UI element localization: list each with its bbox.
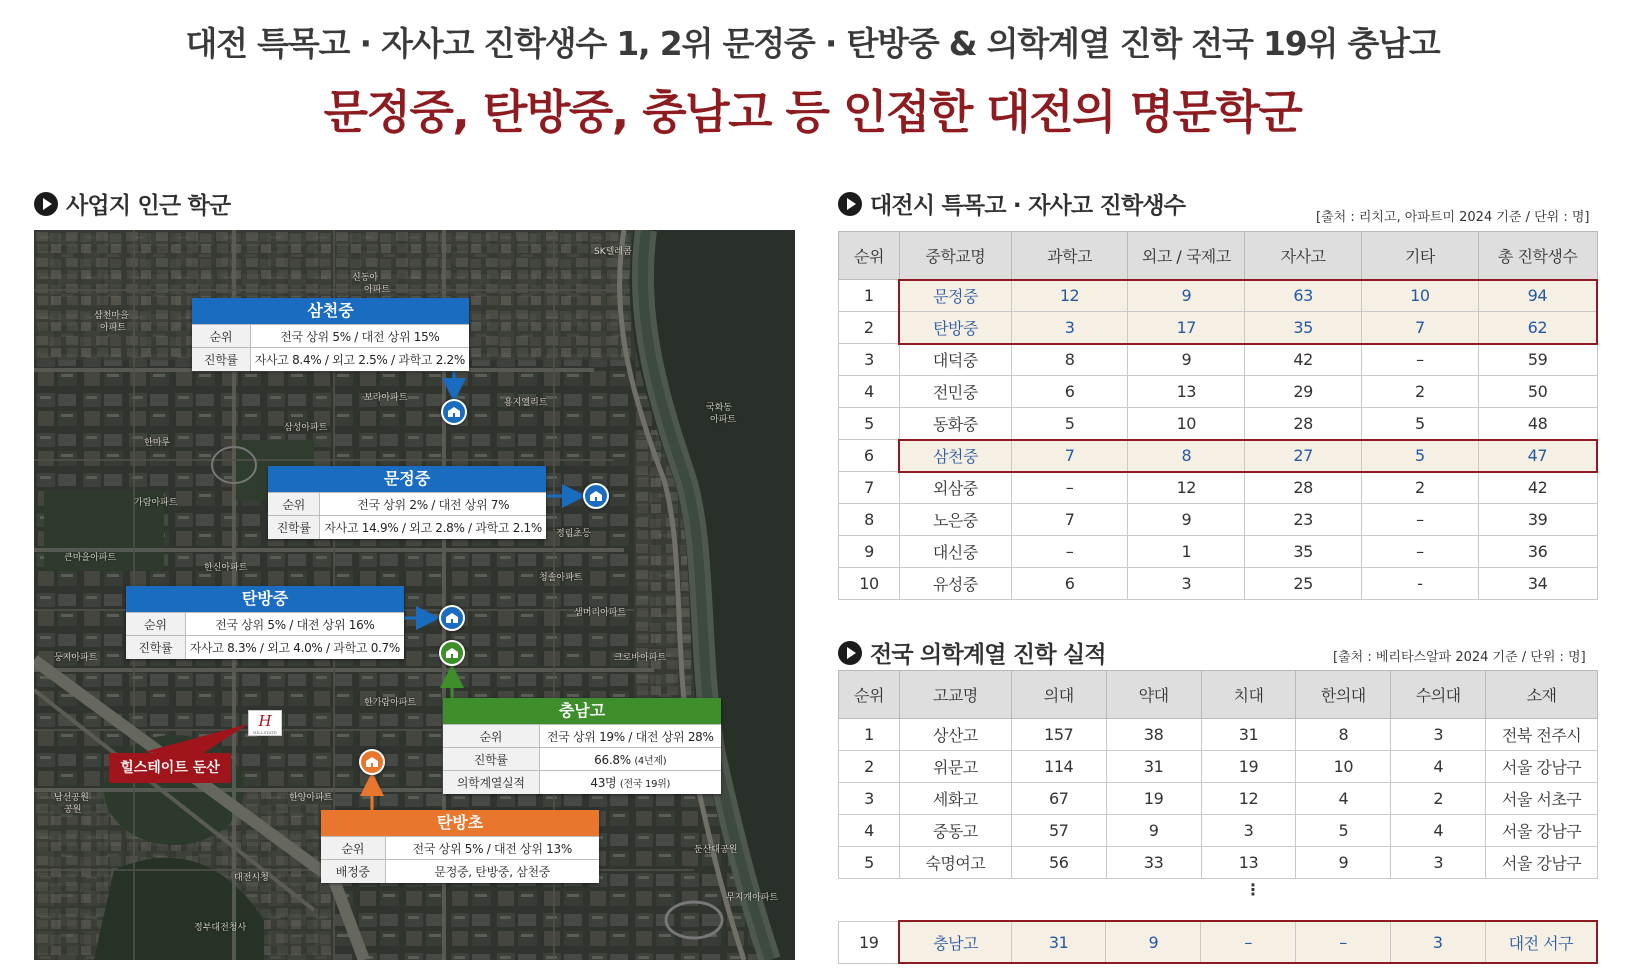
map-label: SK텔레콤 (594, 247, 632, 257)
map-label: 큰마을아파트 (64, 553, 117, 563)
table-cell: 2 (1361, 472, 1478, 504)
table-cell: 42 (1245, 344, 1362, 376)
table-cell: 유성중 (899, 568, 1011, 600)
table2-header: 고교명 (899, 671, 1011, 719)
table-cell: 25 (1245, 568, 1362, 600)
table-cell: 대덕중 (899, 344, 1011, 376)
table-cell: 3 (1011, 312, 1128, 344)
table-cell: 3 (1391, 719, 1486, 751)
card-title: 문정중 (268, 466, 546, 492)
table-cell: 19 (1201, 751, 1296, 783)
table-cell: 13 (1128, 376, 1245, 408)
school-pin-chungnam[interactable] (439, 640, 465, 666)
card-title: 탄방중 (126, 586, 404, 612)
table-cell: 10 (1361, 280, 1478, 312)
table-cell: 세화고 (899, 783, 1011, 815)
map-section-title (34, 187, 230, 220)
card-key: 배정중 (321, 860, 385, 883)
table-cell: 12 (1128, 472, 1245, 504)
table-cell: 2 (1391, 783, 1486, 815)
card-value: 자사고 8.3% / 외고 4.0% / 과학고 0.7% (185, 636, 404, 659)
table2-header: 한의대 (1296, 671, 1391, 719)
map-section-title-text: 사업지 인근 학군 (66, 193, 231, 219)
table-cell: 5 (1361, 440, 1478, 472)
map-label: 아파트 (100, 323, 127, 333)
table-cell: 3 (1391, 847, 1486, 879)
table-row (839, 280, 1598, 312)
table2-header: 순위 (839, 671, 900, 719)
map-label: 정부대전청사 (194, 923, 247, 933)
table-cell: 8 (1128, 440, 1245, 472)
table-cell: 동화중 (899, 408, 1011, 440)
table-cell: 9 (1128, 344, 1245, 376)
table1-body (839, 280, 1598, 600)
card-value: 43명 (전국 19위) (539, 771, 721, 794)
table-cell: 12 (1201, 783, 1296, 815)
card-value: 전국 상위 5% / 대전 상위 15% (250, 325, 469, 348)
table-row (839, 504, 1598, 536)
table-cell: 27 (1245, 440, 1362, 472)
table-cell: 4 (1296, 783, 1391, 815)
table-cell: 충남고 (899, 921, 1011, 963)
table-cell: 3 (1128, 568, 1245, 600)
table-cell: 숙명여고 (899, 847, 1011, 879)
table-cell: 31 (1201, 719, 1296, 751)
table-cell: 29 (1245, 376, 1362, 408)
table-cell: 9 (1296, 847, 1391, 879)
table2-header: 의대 (1011, 671, 1106, 719)
headline-top: 대전 특목고 · 자사고 진학생수 1, 2위 문정중 · 탄방중 & 의학계열 진학 전국 19위 충남고 (185, 24, 1440, 63)
table-row (839, 921, 1598, 963)
table-cell: 36 (1478, 536, 1597, 568)
table-cell: – (1011, 472, 1128, 504)
table-cell: 2 (839, 312, 900, 344)
table-cell: 4 (839, 376, 900, 408)
map-label: 삼천마을 (94, 311, 129, 321)
school-icon (445, 646, 459, 660)
table1-source: [출처 : 리치고, 아파트미 2024 기준 / 단위 : 명] (1316, 210, 1590, 225)
map-label: 공원 (64, 805, 82, 815)
table1-title (838, 187, 1185, 220)
table-cell: 노은중 (899, 504, 1011, 536)
table-cell: 1 (839, 280, 900, 312)
school-card-samcheon (192, 298, 469, 371)
table-cell: 2 (1361, 376, 1478, 408)
card-key: 진학률 (268, 516, 320, 539)
table-row (839, 312, 1598, 344)
table-cell: 4 (1391, 751, 1486, 783)
table-row (839, 568, 1598, 600)
table-cell: 47 (1478, 440, 1597, 472)
table1-title-text: 대전시 특목고 · 자사고 진학생수 (870, 193, 1186, 219)
map-label: 국화동 (706, 403, 733, 413)
table-cell: 대전 서구 (1485, 921, 1597, 963)
school-pin-tanbangcho[interactable] (359, 749, 385, 775)
card-value: 전국 상위 5% / 대전 상위 13% (385, 837, 599, 860)
map-label: 아파트 (364, 285, 391, 295)
table-cell: 28 (1245, 408, 1362, 440)
table-cell: 31 (1106, 751, 1201, 783)
table-cell: 3 (839, 344, 900, 376)
table-cell: – (1361, 344, 1478, 376)
table-row (839, 376, 1598, 408)
hillstate-logo: H HILLSTATE (248, 710, 282, 736)
special-school-table (838, 231, 1598, 600)
aerial-map[interactable] (34, 230, 795, 960)
table1-header: 기타 (1361, 232, 1478, 280)
table-cell: 5 (1361, 408, 1478, 440)
table1-header: 과학고 (1011, 232, 1128, 280)
table-cell: 문정중 (899, 280, 1011, 312)
table-cell: 서울 강남구 (1486, 751, 1598, 783)
table-cell: 전북 전주시 (1486, 719, 1598, 751)
table-cell: 10 (839, 568, 900, 600)
table-cell: 94 (1478, 280, 1597, 312)
school-card-tanbang (126, 586, 404, 659)
table-cell: 6 (839, 440, 900, 472)
school-card-chungnam (443, 698, 721, 794)
table-row (839, 344, 1598, 376)
map-label: 청솔아파트 (539, 573, 583, 583)
table-cell: – (1296, 921, 1391, 963)
map-label: 한양아파트 (289, 793, 333, 803)
site-label[interactable]: 힐스테이트 둔산 (109, 753, 231, 783)
table-cell: 33 (1106, 847, 1201, 879)
table2-header: 소재 (1486, 671, 1598, 719)
table1-header: 중학교명 (899, 232, 1011, 280)
table-cell: 59 (1478, 344, 1597, 376)
card-key: 의학계열실적 (443, 771, 539, 794)
map-label: 아파트 (710, 415, 737, 425)
card-value: 자사고 8.4% / 외고 2.5% / 과학고 2.2% (250, 348, 469, 371)
school-card-munjeong (268, 466, 546, 539)
card-key: 순위 (192, 325, 250, 348)
table2-ellipsis: ⋮ (1245, 880, 1261, 899)
school-icon (365, 755, 379, 769)
map-label: 무지개아파트 (726, 893, 779, 903)
table1-header: 순위 (839, 232, 900, 280)
table1-header: 자사고 (1245, 232, 1362, 280)
table-cell: 외삼중 (899, 472, 1011, 504)
table-cell: 31 (1011, 921, 1106, 963)
play-circle-icon (838, 641, 862, 665)
table-cell: 3 (1390, 921, 1485, 963)
table-cell: 57 (1011, 815, 1106, 847)
table-cell: 38 (1106, 719, 1201, 751)
table-cell: 12 (1011, 280, 1128, 312)
table-cell: 42 (1478, 472, 1597, 504)
table2-header: 약대 (1106, 671, 1201, 719)
table-row (839, 440, 1598, 472)
table-cell: 50 (1478, 376, 1597, 408)
table-cell: 35 (1245, 312, 1362, 344)
table-cell: 9 (1106, 921, 1201, 963)
table-cell: 48 (1478, 408, 1597, 440)
card-title: 충남고 (443, 698, 721, 724)
map-label: 신동아 (352, 273, 379, 283)
map-label: 삼성아파트 (284, 423, 328, 433)
table-cell: 5 (839, 408, 900, 440)
table-cell: 6 (1011, 376, 1128, 408)
map-label: 한신아파트 (204, 563, 248, 573)
table-cell: 35 (1245, 536, 1362, 568)
school-pin-tanbang[interactable] (439, 605, 465, 631)
table2-title-text: 전국 의학계열 진학 실적 (870, 642, 1106, 668)
table-cell: 6 (1011, 568, 1128, 600)
table-cell: 7 (1011, 504, 1128, 536)
table-cell: 9 (839, 536, 900, 568)
table-cell: 탄방중 (899, 312, 1011, 344)
table-cell: 9 (1128, 504, 1245, 536)
map-label: 용지엘리트 (504, 398, 548, 408)
table-cell: 39 (1478, 504, 1597, 536)
table-cell: 1 (1128, 536, 1245, 568)
table-cell: – (1201, 921, 1296, 963)
map-label: 가람아파트 (134, 498, 178, 508)
table-cell: 2 (839, 751, 900, 783)
card-value: 문정중, 탄방중, 삼천중 (385, 860, 599, 883)
table-cell: 19 (1106, 783, 1201, 815)
table-cell: 7 (1361, 312, 1478, 344)
table-cell: – (1361, 536, 1478, 568)
table-cell: 대신중 (899, 536, 1011, 568)
table-cell: 7 (839, 472, 900, 504)
card-value: 전국 상위 5% / 대전 상위 16% (185, 613, 404, 636)
card-value: 전국 상위 2% / 대전 상위 7% (320, 493, 546, 516)
card-key: 진학률 (443, 748, 539, 771)
table2-header: 수의대 (1391, 671, 1486, 719)
table-cell: 157 (1011, 719, 1106, 751)
table2-title (838, 636, 1106, 669)
table-cell: 5 (1011, 408, 1128, 440)
table-cell: 8 (839, 504, 900, 536)
table-cell: 3 (1201, 815, 1296, 847)
school-pin-samcheon[interactable] (441, 399, 467, 425)
card-key: 순위 (268, 493, 320, 516)
table-row (839, 783, 1598, 815)
table-row (839, 536, 1598, 568)
table-cell: 서울 강남구 (1486, 815, 1598, 847)
table-cell: – (1361, 504, 1478, 536)
map-label: 한마루 (144, 438, 171, 448)
table-cell: 3 (839, 783, 900, 815)
table-cell: 삼천중 (899, 440, 1011, 472)
table2-body (839, 719, 1598, 879)
school-card-tanbangcho (321, 810, 599, 883)
medical-admission-table (838, 670, 1598, 879)
table-cell: 67 (1011, 783, 1106, 815)
card-key: 순위 (126, 613, 185, 636)
table-cell: 5 (1296, 815, 1391, 847)
table-cell: 19 (839, 921, 900, 963)
table-cell: 10 (1296, 751, 1391, 783)
table-row (839, 815, 1598, 847)
card-key: 진학률 (192, 348, 250, 371)
table-cell: 중동고 (899, 815, 1011, 847)
table-cell: 13 (1201, 847, 1296, 879)
table-cell: 9 (1106, 815, 1201, 847)
card-value: 전국 상위 19% / 대전 상위 28% (539, 725, 721, 748)
table2-highlight-body (839, 921, 1598, 963)
table2-source: [출처 : 베리타스알파 2024 기준 / 단위 : 명] (1333, 650, 1586, 665)
table-cell: 28 (1245, 472, 1362, 504)
table-cell: 114 (1011, 751, 1106, 783)
play-circle-icon (34, 192, 58, 216)
school-icon (445, 611, 459, 625)
table-row (839, 719, 1598, 751)
map-label: 크로바아파트 (614, 653, 667, 663)
map-label: 샘머리아파트 (574, 608, 627, 618)
table-row (839, 472, 1598, 504)
table-cell: 62 (1478, 312, 1597, 344)
map-label: 대전시청 (234, 873, 269, 883)
table-cell: - (1361, 568, 1478, 600)
card-value: 자사고 14.9% / 외고 2.8% / 과학고 2.1% (320, 516, 546, 539)
table-cell: 위문고 (899, 751, 1011, 783)
table-cell: 17 (1128, 312, 1245, 344)
table2-header: 치대 (1201, 671, 1296, 719)
card-key: 순위 (443, 725, 539, 748)
headline-main: 문정중, 탄방중, 충남고 등 인접한 대전의 명문학군 (323, 85, 1302, 139)
table-cell: 4 (1391, 815, 1486, 847)
school-pin-munjeong[interactable] (583, 483, 609, 509)
table-cell: – (1011, 536, 1128, 568)
table-cell: 4 (839, 815, 900, 847)
card-value: 66.8% (4년제) (539, 748, 721, 771)
table-cell: 56 (1011, 847, 1106, 879)
medical-highlight-table (838, 920, 1598, 964)
table-cell: 34 (1478, 568, 1597, 600)
table1-header: 외고 / 국제고 (1128, 232, 1245, 280)
school-icon (447, 405, 461, 419)
card-title: 삼천중 (192, 298, 469, 324)
table-cell: 서울 강남구 (1486, 847, 1598, 879)
map-label: 둥지아파트 (54, 653, 98, 663)
table-cell: 서울 서초구 (1486, 783, 1598, 815)
table-cell: 1 (839, 719, 900, 751)
table-row (839, 847, 1598, 879)
table-cell: 5 (839, 847, 900, 879)
table-row (839, 408, 1598, 440)
table1-header: 총 진학생수 (1478, 232, 1597, 280)
table-cell: 8 (1011, 344, 1128, 376)
map-label: 보라아파트 (364, 393, 408, 403)
map-label: 한가람아파트 (364, 698, 417, 708)
map-label: 남선공원 (54, 793, 89, 803)
school-icon (589, 489, 603, 503)
map-label: 둔산대공원 (694, 845, 738, 855)
table-cell: 10 (1128, 408, 1245, 440)
table-cell: 상산고 (899, 719, 1011, 751)
card-key: 순위 (321, 837, 385, 860)
table-cell: 9 (1128, 280, 1245, 312)
card-key: 진학률 (126, 636, 185, 659)
play-circle-icon (838, 192, 862, 216)
table-cell: 63 (1245, 280, 1362, 312)
card-title: 탄방초 (321, 810, 599, 836)
table-cell: 8 (1296, 719, 1391, 751)
map-label: 정림초등 (556, 529, 591, 539)
table-cell: 23 (1245, 504, 1362, 536)
table-cell: 전민중 (899, 376, 1011, 408)
table-row (839, 751, 1598, 783)
table-cell: 7 (1011, 440, 1128, 472)
